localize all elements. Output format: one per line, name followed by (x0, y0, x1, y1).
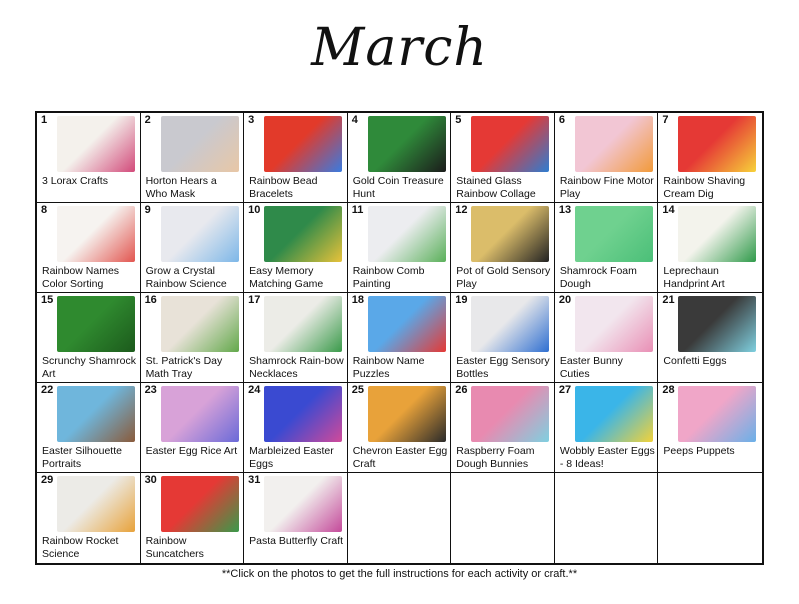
activity-label: Rainbow Name Puzzles (352, 355, 425, 380)
calendar-day-cell (348, 383, 452, 473)
activity-photo[interactable] (575, 116, 653, 172)
day-number: 8 (41, 204, 48, 216)
activity-photo[interactable] (57, 206, 135, 262)
calendar-day-cell (348, 293, 452, 383)
day-number: 10 (248, 204, 261, 216)
activity-label: Shamrock Rain-bow Necklaces (249, 355, 344, 380)
day-number: 22 (41, 384, 54, 396)
empty-cell (451, 473, 555, 563)
activity-photo[interactable] (575, 296, 653, 352)
day-number: 21 (662, 294, 675, 306)
activity-label: 3 Lorax Crafts (42, 175, 108, 187)
activity-photo[interactable] (57, 386, 135, 442)
activity-label: Rainbow Names Color Sorting (42, 265, 120, 290)
calendar-day-cell (658, 203, 762, 293)
activity-label: Easter Silhouette Portraits (42, 445, 122, 470)
activity-photo[interactable] (368, 116, 446, 172)
day-number: 2 (144, 114, 151, 126)
calendar-day-cell (451, 203, 555, 293)
day-number: 7 (662, 114, 669, 126)
activity-label: Pasta Butterfly Craft (249, 535, 344, 547)
day-number: 24 (248, 384, 261, 396)
day-number: 3 (248, 114, 255, 126)
calendar-day-cell (348, 113, 452, 203)
day-number: 27 (558, 384, 572, 396)
calendar-day-cell (658, 113, 762, 203)
activity-photo[interactable] (678, 386, 756, 442)
calendar-day-cell (141, 293, 245, 383)
activity-photo[interactable] (471, 116, 549, 172)
empty-cell (348, 473, 452, 563)
activity-photo[interactable] (368, 296, 446, 352)
activity-label: Rainbow Bead Bracelets (249, 175, 318, 200)
activity-photo[interactable] (264, 296, 342, 352)
day-number: 25 (351, 384, 364, 396)
activity-photo[interactable] (471, 386, 549, 442)
empty-cell (658, 473, 762, 563)
activity-label: Raspberry Foam Dough Bunnies (456, 445, 535, 470)
day-number: 20 (558, 294, 572, 306)
day-number: 18 (351, 294, 364, 306)
calendar-day-cell (451, 293, 555, 383)
activity-label: Pot of Gold Sensory Play (456, 265, 551, 290)
calendar-day-cell (141, 383, 245, 473)
activity-photo[interactable] (161, 296, 239, 352)
activity-label: Leprechaun Handprint Art (663, 265, 725, 290)
activity-label: Stained Glass Rainbow Collage (456, 175, 536, 200)
activity-photo[interactable] (678, 116, 756, 172)
calendar-day-cell (555, 203, 659, 293)
activity-label: Rainbow Fine Motor Play (559, 175, 654, 200)
activity-label: Chevron Easter Egg Craft (352, 445, 448, 470)
day-number: 29 (41, 474, 54, 486)
activity-photo[interactable] (575, 206, 653, 262)
calendar-day-cell (141, 113, 245, 203)
calendar-day-cell (37, 113, 141, 203)
activity-photo[interactable] (161, 206, 239, 262)
day-number: 31 (248, 474, 261, 486)
calendar-day-cell (244, 473, 348, 563)
activity-photo[interactable] (678, 206, 756, 262)
calendar-day-cell (244, 293, 348, 383)
day-number: 16 (144, 294, 157, 306)
day-number: 15 (41, 294, 54, 306)
calendar-day-cell (37, 293, 141, 383)
activity-photo[interactable] (57, 476, 135, 532)
activity-label: Grow a Crystal Rainbow Science (145, 265, 227, 290)
activity-photo[interactable] (471, 206, 549, 262)
footer-note: **Click on the photos to get the full instructions for each activity or craft.** (221, 568, 578, 580)
day-number: 13 (558, 204, 572, 216)
activity-photo[interactable] (161, 386, 239, 442)
activity-photo[interactable] (678, 296, 756, 352)
day-number: 6 (558, 114, 565, 126)
calendar-day-cell (37, 203, 141, 293)
calendar-day-cell (658, 383, 762, 473)
activity-photo[interactable] (161, 476, 239, 532)
calendar-day-cell (348, 203, 452, 293)
calendar-day-cell (555, 113, 659, 203)
calendar-day-cell (37, 383, 141, 473)
activity-photo[interactable] (57, 296, 135, 352)
activity-photo[interactable] (57, 116, 135, 172)
activity-label: Easter Egg Sensory Bottles (456, 355, 550, 380)
calendar-day-cell (451, 113, 555, 203)
activity-label: Peeps Puppets (663, 445, 735, 457)
activity-label: Rainbow Shaving Cream Dig (663, 175, 746, 200)
calendar-day-cell (658, 293, 762, 383)
activity-label: Easy Memory Matching Game (249, 265, 324, 290)
activity-label: Horton Hears a Who Mask (145, 175, 217, 200)
calendar-day-cell (141, 473, 245, 563)
activity-label: Rainbow Suncatchers (145, 535, 204, 560)
day-number: 28 (662, 384, 675, 396)
calendar-day-cell (555, 383, 659, 473)
day-number: 17 (248, 294, 261, 306)
activity-photo[interactable] (264, 116, 342, 172)
activity-photo[interactable] (368, 386, 446, 442)
activity-label: Confetti Eggs (663, 355, 727, 367)
activity-label: St. Patrick's Day Math Tray (145, 355, 223, 380)
calendar-day-cell (451, 383, 555, 473)
activity-photo[interactable] (264, 386, 342, 442)
activity-label: Marbleized Easter Eggs (249, 445, 334, 470)
activity-photo[interactable] (264, 476, 342, 532)
activity-label: Shamrock Foam Dough (559, 265, 637, 290)
activity-label: Easter Bunny Cuties (559, 355, 623, 380)
calendar-day-cell (555, 293, 659, 383)
calendar-day-cell (244, 383, 348, 473)
day-number: 1 (41, 114, 48, 126)
calendar-day-cell (244, 203, 348, 293)
day-number: 26 (455, 384, 468, 396)
activity-photo[interactable] (264, 206, 342, 262)
calendar-day-cell (244, 113, 348, 203)
day-number: 14 (662, 204, 675, 216)
page-title: March (311, 18, 488, 78)
day-number: 4 (351, 114, 358, 126)
day-number: 30 (144, 474, 157, 486)
calendar-grid (35, 111, 764, 565)
day-number: 5 (455, 114, 462, 126)
day-number: 12 (455, 204, 468, 216)
activity-photo[interactable] (368, 206, 446, 262)
activity-label: Easter Egg Rice Art (145, 445, 238, 457)
day-number: 9 (144, 204, 151, 216)
calendar-day-cell (141, 203, 245, 293)
activity-label: Wobbly Easter Eggs - 8 Ideas! (559, 445, 655, 470)
activity-label: Gold Coin Treasure Hunt (352, 175, 444, 200)
day-number: 23 (144, 384, 157, 396)
day-number: 11 (351, 204, 364, 216)
activity-label: Rainbow Comb Painting (352, 265, 425, 290)
activity-photo[interactable] (161, 116, 239, 172)
empty-cell (555, 473, 659, 563)
activity-label: Rainbow Rocket Science (42, 535, 119, 560)
activity-label: Scrunchy Shamrock Art (42, 355, 136, 380)
calendar-day-cell (37, 473, 141, 563)
day-number: 19 (455, 294, 468, 306)
activity-photo[interactable] (575, 386, 653, 442)
activity-photo[interactable] (471, 296, 549, 352)
